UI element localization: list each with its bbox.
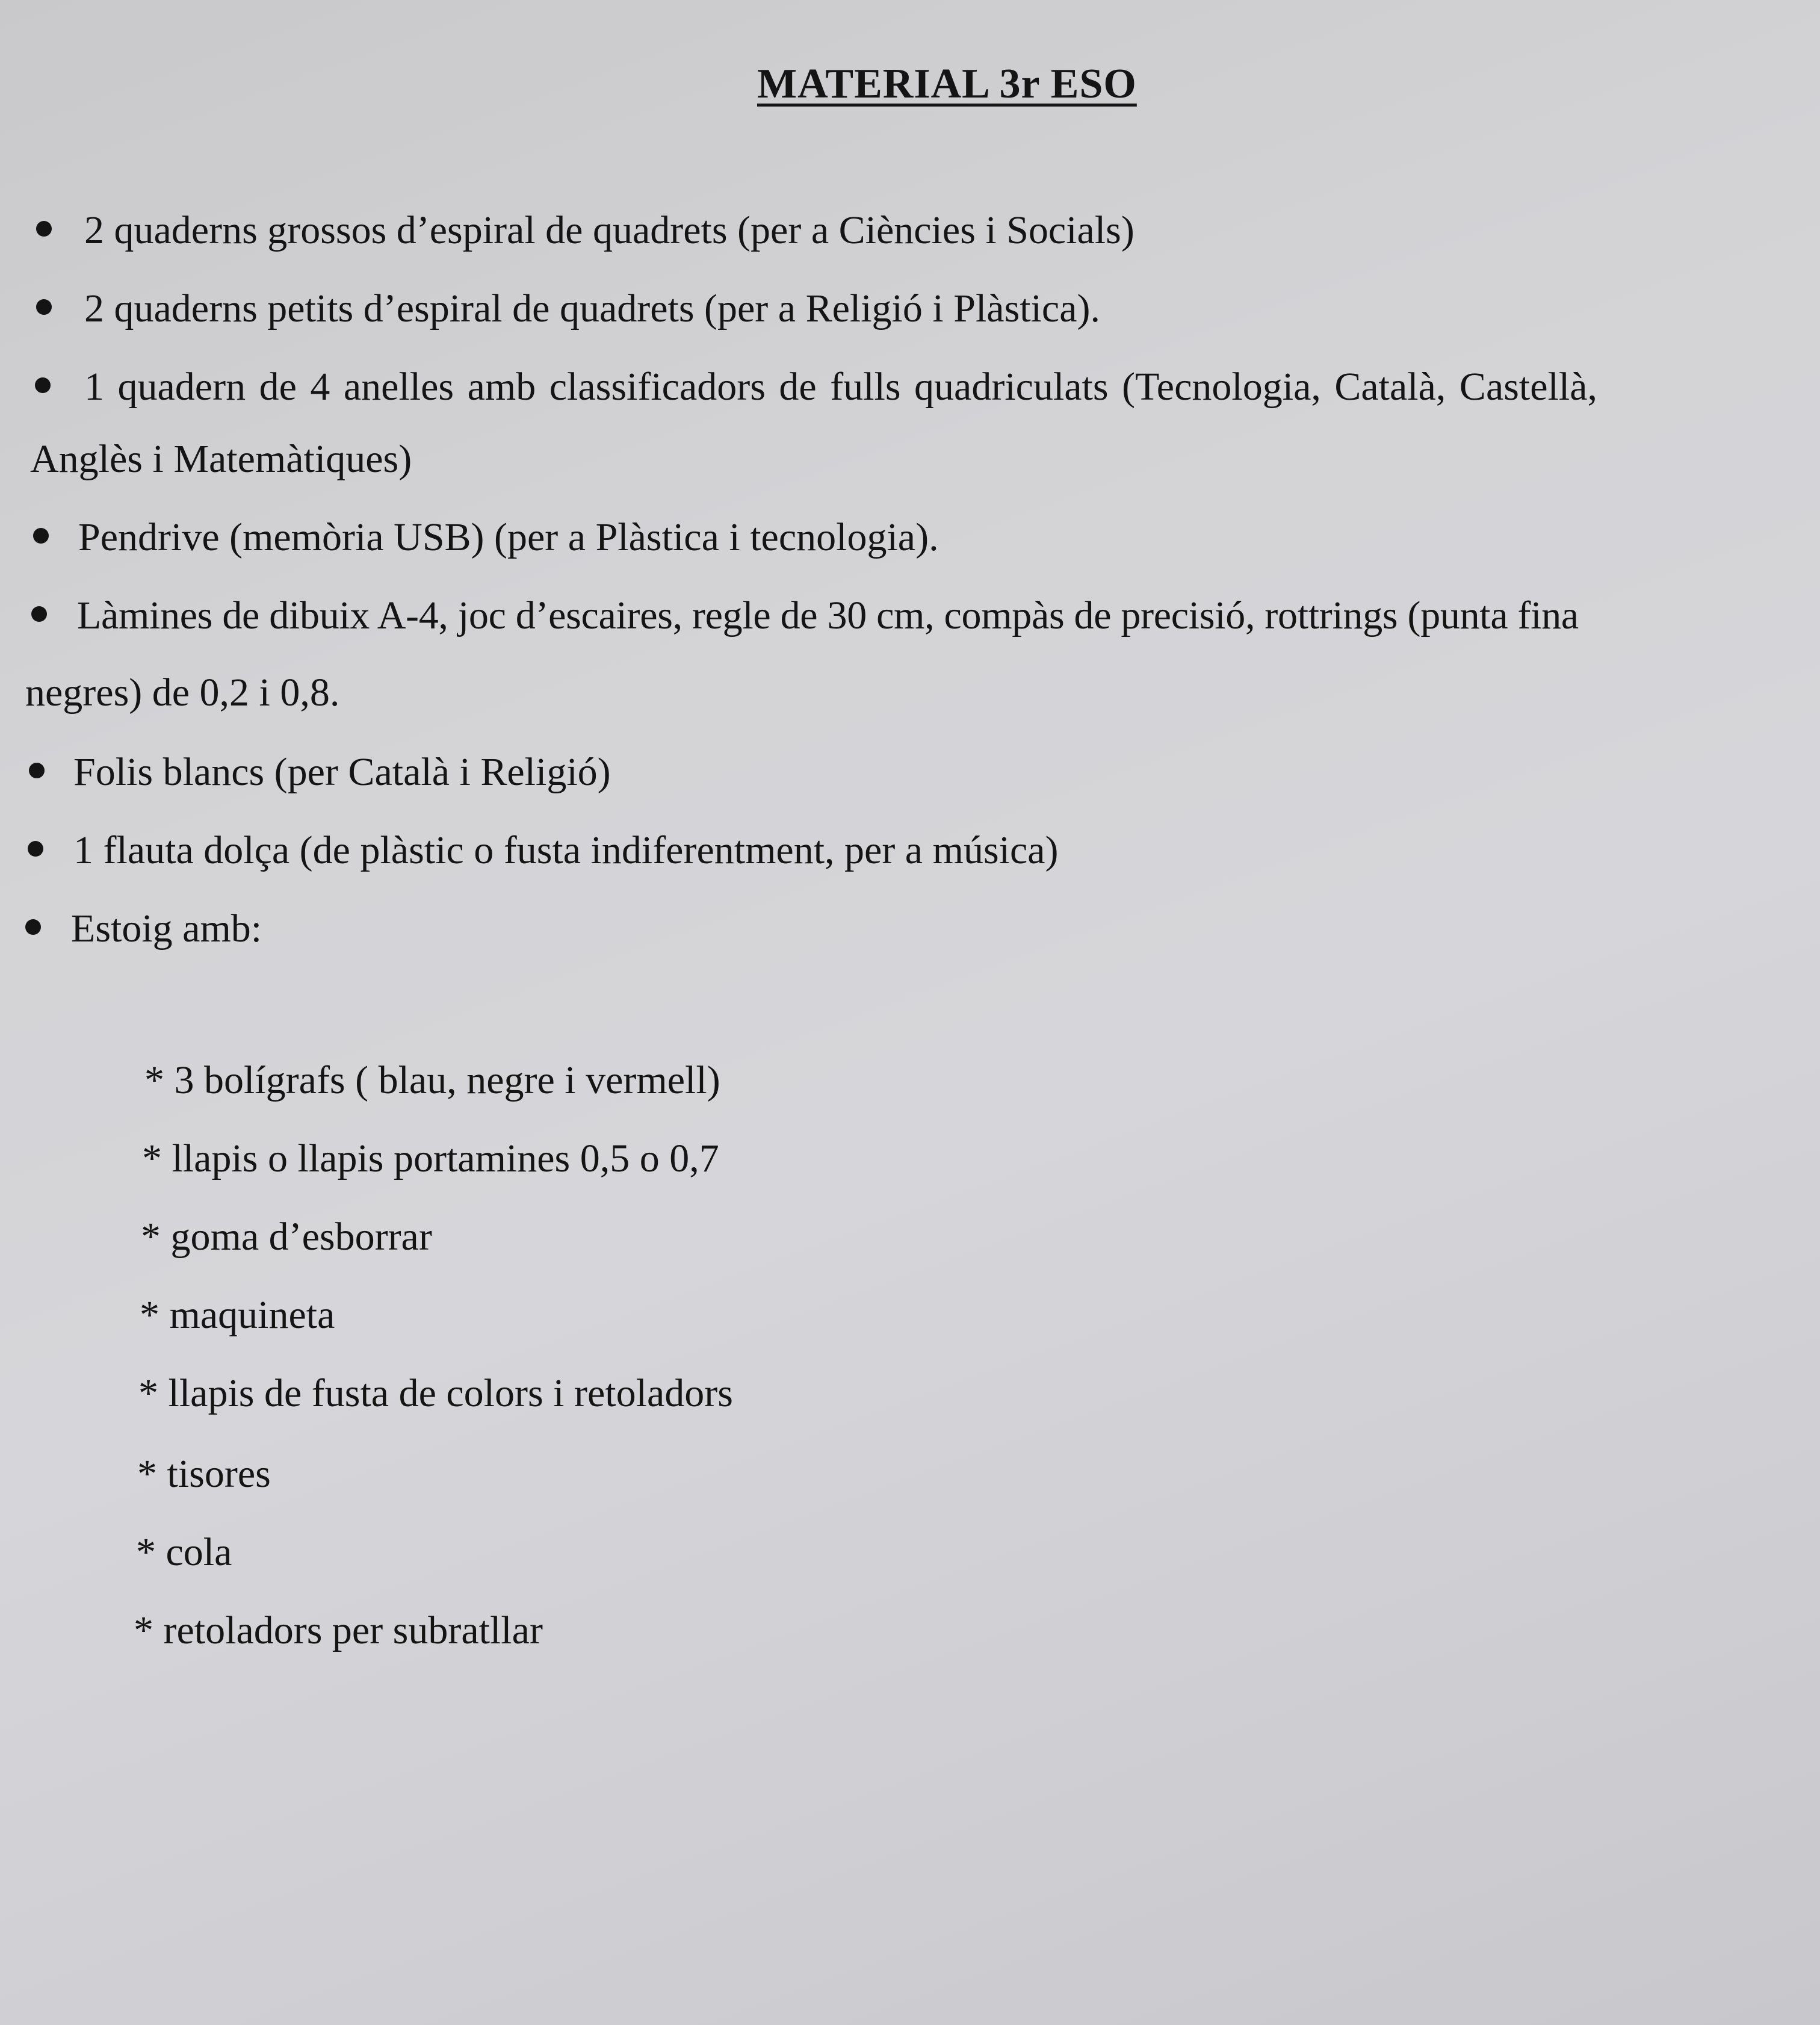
bullet-point [33, 528, 49, 544]
list-item-continuation: Anglès i Matemàtiques) [30, 437, 412, 481]
bullet-point [36, 221, 52, 237]
list-item: Folis blancs (per Català i Religió) [73, 750, 611, 794]
estoig-item: * maquineta [140, 1293, 335, 1337]
estoig-item: * llapis de fusta de colors i retoladors [138, 1371, 733, 1415]
estoig-item: * tisores [137, 1452, 271, 1496]
list-item: Pendrive (memòria USB) (per a Plàstica i tecnologia). [78, 515, 939, 559]
list-item: 1 flauta dolça (de plàstic o fusta indiferentment, per a música) [73, 828, 1059, 872]
page-title: MATERIAL 3r ESO [757, 61, 1137, 107]
bullet-point [29, 763, 45, 778]
list-item: 1 quadern de 4 anelles amb classificadors de fulls quadriculats (Tecnologia, Català, Castellà, [84, 365, 1598, 409]
bullet-point [35, 377, 51, 393]
bullet-point [36, 299, 52, 315]
list-item-continuation: negres) de 0,2 i 0,8. [25, 671, 340, 715]
estoig-item: * goma d’esborrar [141, 1215, 432, 1259]
estoig-item: * 3 bolígrafs ( blau, negre i vermell) [144, 1058, 720, 1102]
estoig-item: * retoladors per subratllar [134, 1608, 543, 1652]
list-item: Estoig amb: [71, 907, 262, 950]
list-item: 2 quaderns grossos d’espiral de quadrets (per a Ciències i Socials) [84, 208, 1134, 252]
bullet-point [31, 606, 47, 622]
estoig-item: * llapis o llapis portamines 0,5 o 0,7 [142, 1137, 719, 1180]
list-item: 2 quaderns petits d’espiral de quadrets (per a Religió i Plàstica). [84, 287, 1100, 330]
bullet-point [28, 841, 43, 857]
bullet-point [25, 919, 41, 935]
estoig-item: * cola [136, 1530, 232, 1574]
list-item: Làmines de dibuix A-4, joc d’escaires, regle de 30 cm, compàs de precisió, rottrings (punta fina [77, 594, 1579, 637]
